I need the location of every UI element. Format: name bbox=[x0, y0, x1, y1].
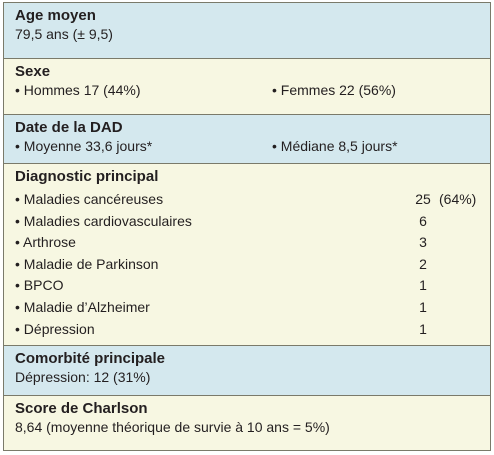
sexe-hommes: • Hommes 17 (44%) bbox=[15, 82, 141, 98]
diagnostic-count: 3 bbox=[419, 234, 427, 251]
diagnostic-label: • Maladies cardiovasculaires bbox=[15, 212, 192, 229]
section-age-title: Age moyen bbox=[15, 7, 96, 24]
diagnostic-label: • BPCO bbox=[15, 277, 64, 294]
diagnostic-label: • Dépression bbox=[15, 320, 95, 337]
diagnostic-label: • Maladie d’Alzheimer bbox=[15, 298, 150, 315]
section-age-value: 79,5 ans (± 9,5) bbox=[15, 26, 113, 42]
diagnostic-list bbox=[15, 189, 490, 340]
diagnostic-percent: (64%) bbox=[439, 191, 477, 207]
summary-table bbox=[3, 2, 491, 451]
diagnostic-row bbox=[15, 211, 490, 233]
section-age bbox=[4, 3, 490, 59]
sexe-femmes: • Femmes 22 (56%) bbox=[272, 82, 396, 98]
diagnostic-row bbox=[15, 319, 490, 341]
diagnostic-label: • Maladies cancéreuses bbox=[15, 191, 164, 207]
diagnostic-row bbox=[15, 232, 490, 254]
diagnostic-count: 1 bbox=[419, 320, 427, 337]
section-sexe bbox=[4, 59, 490, 115]
diagnostic-label: • Maladie de Parkinson bbox=[15, 255, 159, 272]
section-dad-title: Date de la DAD bbox=[15, 119, 123, 136]
dad-mediane: • Médiane 8,5 jours* bbox=[272, 138, 398, 154]
section-sexe-values bbox=[15, 81, 490, 99]
section-diagnostic-title: Diagnostic principal bbox=[15, 168, 159, 185]
section-sexe-title: Sexe bbox=[15, 63, 51, 80]
diagnostic-row bbox=[15, 254, 490, 276]
diagnostic-row bbox=[15, 189, 490, 211]
diagnostic-count: 1 bbox=[419, 277, 427, 294]
diagnostic-row bbox=[15, 275, 490, 297]
section-dad-values bbox=[15, 137, 490, 155]
diagnostic-row bbox=[15, 297, 490, 319]
section-charlson-title: Score de Charlson bbox=[15, 400, 148, 417]
section-dad bbox=[4, 115, 490, 164]
section-comorbidite-value: Dépression: 12 (31%) bbox=[15, 369, 151, 385]
section-charlson-value: 8,64 (moyenne théorique de survie à 10 ans = 5%) bbox=[15, 419, 330, 435]
diagnostic-count: 1 bbox=[419, 298, 427, 315]
diagnostic-count: 25 bbox=[415, 191, 431, 207]
dad-moyenne: • Moyenne 33,6 jours* bbox=[15, 138, 153, 154]
diagnostic-count: 2 bbox=[419, 255, 427, 272]
diagnostic-count: 6 bbox=[419, 212, 427, 229]
diagnostic-label: • Arthrose bbox=[15, 234, 76, 251]
section-charlson bbox=[4, 396, 490, 450]
section-comorbidite bbox=[4, 346, 490, 396]
section-diagnostic bbox=[4, 164, 490, 346]
section-comorbidite-title: Comorbité principale bbox=[15, 350, 166, 367]
